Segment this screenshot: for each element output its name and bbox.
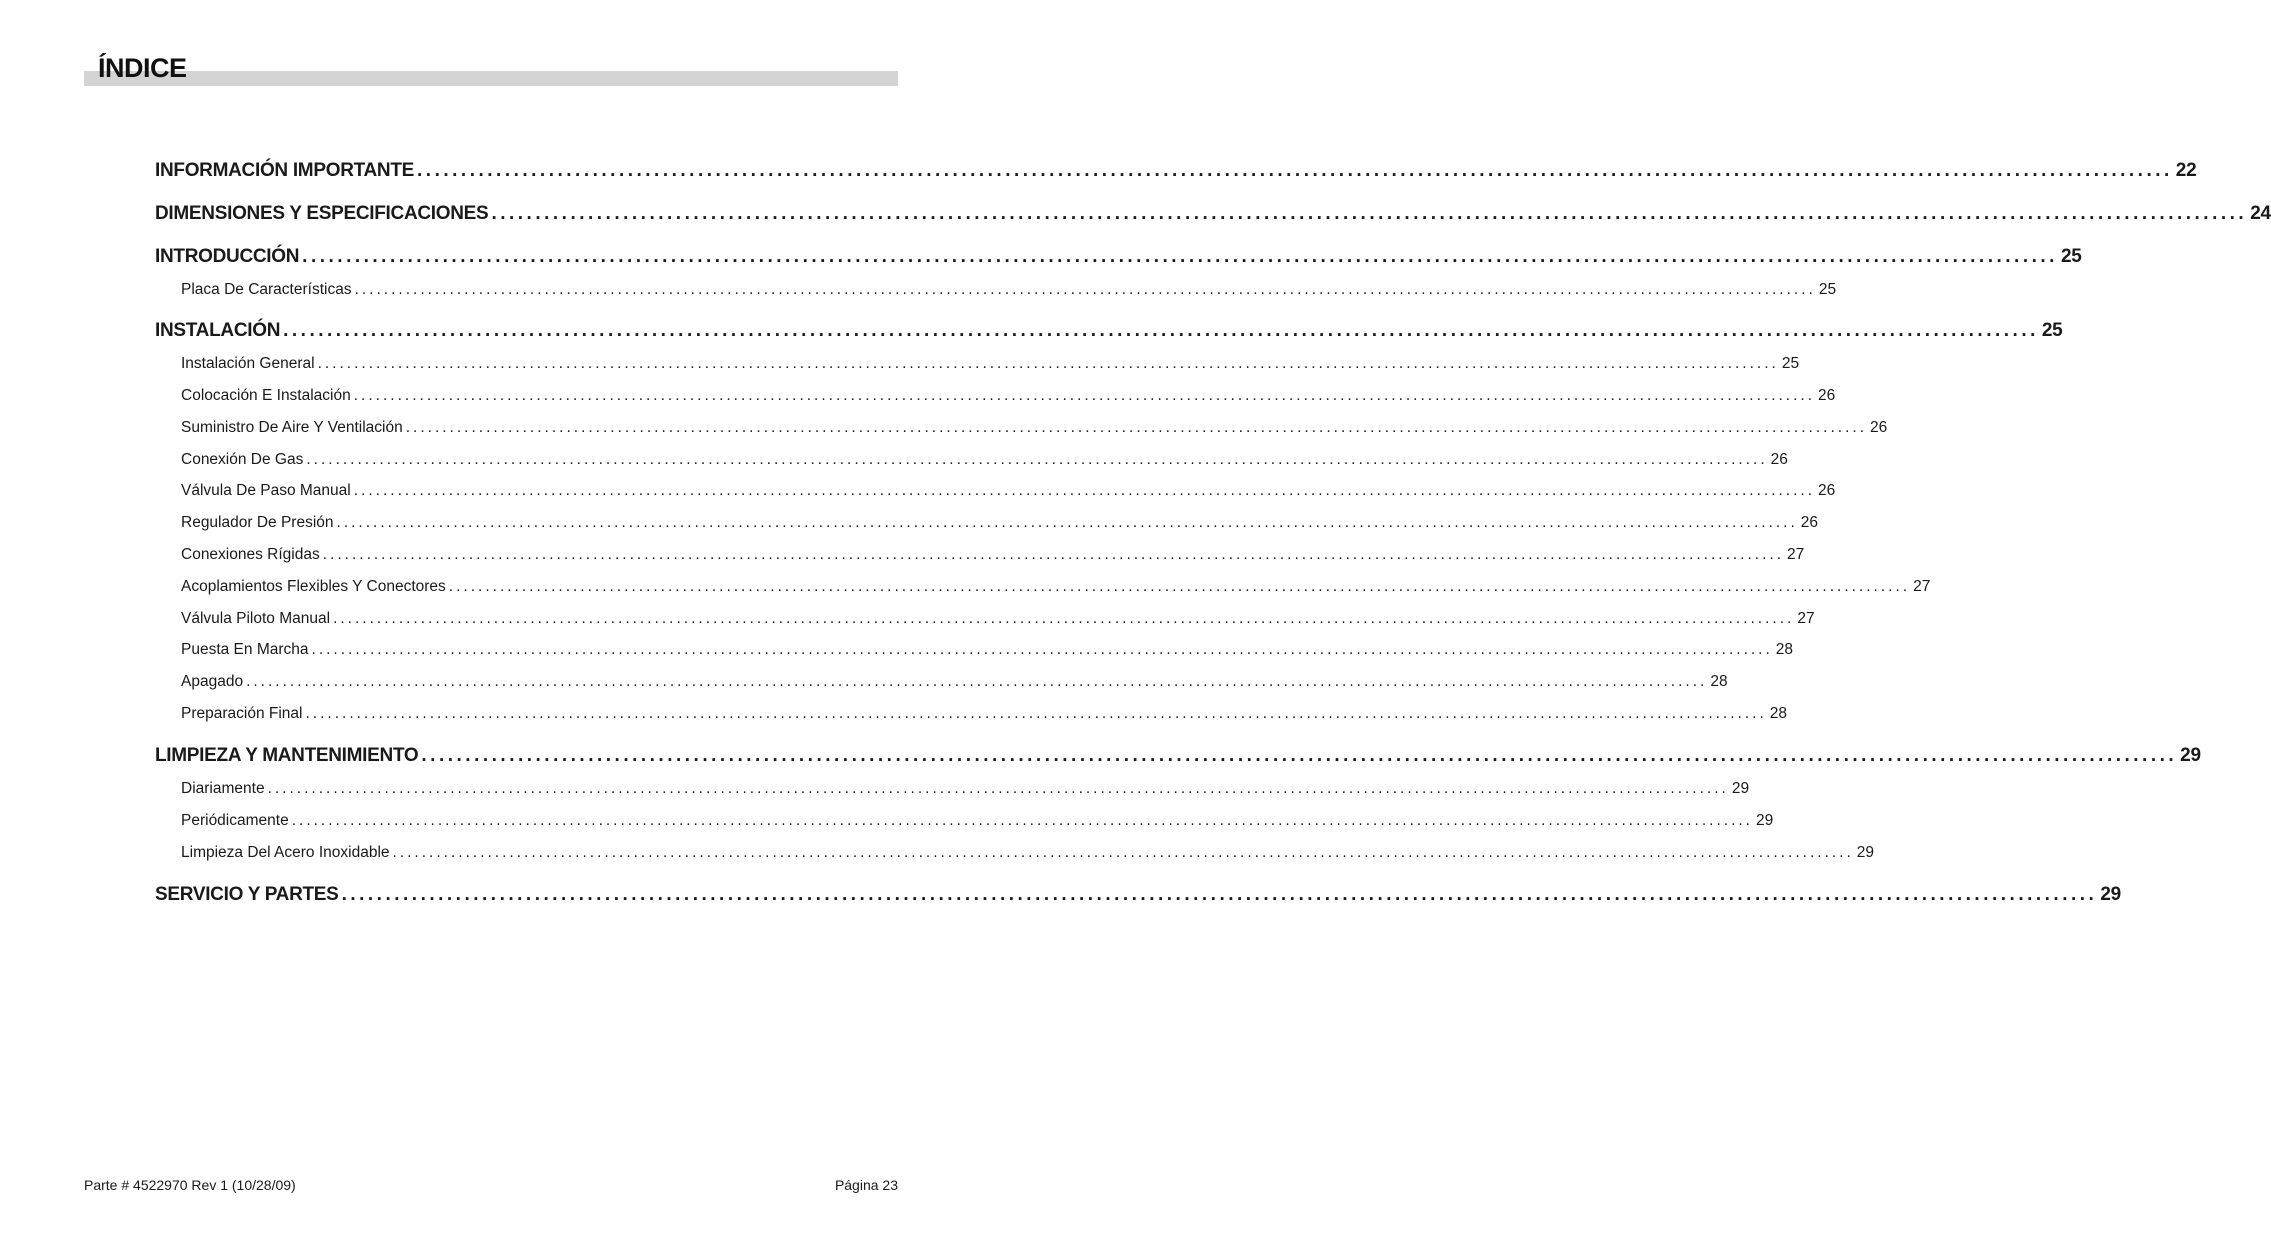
toc-entry[interactable]	[181, 673, 1728, 691]
toc-entry-label: Colocación E Instalación	[181, 387, 351, 404]
toc-entry-label: INTRODUCCIÓN	[155, 246, 300, 267]
toc-entry[interactable]	[181, 641, 1794, 659]
toc-entry-page: 28	[1710, 673, 1728, 690]
toc-entry-page: 27	[1797, 610, 1815, 627]
toc-entry-label: Diariamente	[181, 780, 265, 797]
toc-dot-leader: ........................................................................................................................................................................................................	[322, 546, 1785, 563]
toc-entry[interactable]	[181, 355, 1800, 373]
toc-entry-label: Placa De Características	[181, 281, 352, 298]
toc-entry[interactable]	[155, 160, 2197, 182]
toc-entry-label: Acoplamientos Flexibles Y Conectores	[181, 578, 446, 595]
toc-entry[interactable]	[181, 780, 1750, 798]
toc-dot-leader: ........................................................................................................................................................................................................	[392, 844, 1854, 861]
toc-entry-label: Limpieza Del Acero Inoxidable	[181, 844, 390, 861]
toc-entry[interactable]	[181, 844, 1875, 862]
toc-dot-leader: ........................................................................................................................................................................................................	[341, 884, 2098, 905]
toc-entry-label: Regulador De Presión	[181, 514, 334, 531]
toc-dot-leader: ........................................................................................................................................................................................................	[336, 514, 1798, 531]
toc-entry-label: INSTALACIÓN	[155, 320, 281, 341]
toc-entry-page: 26	[1770, 451, 1788, 468]
toc-entry-page: 27	[1913, 578, 1931, 595]
toc-entry-label: Preparación Final	[181, 705, 303, 722]
toc-entry[interactable]	[181, 451, 1788, 469]
toc-entry[interactable]	[181, 281, 1837, 299]
toc-dot-leader: ........................................................................................................................................................................................................	[317, 355, 1779, 372]
toc-entry[interactable]	[181, 812, 1774, 830]
toc-entry[interactable]	[181, 514, 1819, 532]
toc-entry-page: 29	[1856, 844, 1875, 861]
toc-entry[interactable]	[155, 246, 2082, 268]
toc-entry[interactable]	[181, 546, 1805, 564]
toc-entry-page: 25	[2060, 246, 2082, 267]
toc-dot-leader: ........................................................................................................................................................................................................	[246, 673, 1708, 690]
toc-entry[interactable]	[181, 705, 1788, 723]
toc-dot-leader: ........................................................................................................................................................................................................	[353, 482, 1816, 499]
toc-entry-label: Conexiones Rígidas	[181, 546, 320, 563]
toc-entry-page: 25	[1781, 355, 1800, 372]
toc-dot-leader: ........................................................................................................................................................................................................	[283, 320, 2039, 341]
toc-dot-leader: ........................................................................................................................................................................................................	[417, 160, 2173, 181]
toc-entry-page: 25	[2041, 320, 2063, 341]
toc-dot-leader: ........................................................................................................................................................................................................	[267, 780, 1729, 797]
toc-entry-label: SERVICIO Y PARTES	[155, 884, 339, 905]
toc-entry[interactable]	[181, 482, 1836, 500]
toc-dot-leader: ........................................................................................................................................................................................................	[405, 419, 1867, 436]
toc-entry[interactable]	[181, 578, 1931, 596]
toc-entry-page: 29	[1731, 780, 1750, 797]
page-title: ÍNDICE	[98, 53, 187, 83]
toc-dot-leader: ........................................................................................................................................................................................................	[302, 246, 2058, 267]
toc-entry-page: 24	[2250, 203, 2271, 224]
toc-entry[interactable]	[155, 203, 2271, 225]
toc-entry-page: 25	[1818, 281, 1837, 298]
toc-entry-label: LIMPIEZA Y MANTENIMIENTO	[155, 745, 419, 766]
toc-entry-page: 28	[1775, 641, 1794, 658]
toc-entry-label: Puesta En Marcha	[181, 641, 309, 658]
toc-entry-page: 27	[1787, 546, 1805, 563]
footer-part-number: Parte # 4522970 Rev 1 (10/28/09)	[84, 1177, 296, 1193]
toc-entry[interactable]	[155, 745, 2201, 767]
toc-entry-label: Válvula De Paso Manual	[181, 482, 351, 499]
toc-dot-leader: ........................................................................................................................................................................................................	[333, 610, 1795, 627]
toc-entry-label: INFORMACIÓN IMPORTANTE	[155, 160, 415, 181]
toc-entry[interactable]	[181, 610, 1815, 628]
toc-entry-label: Apagado	[181, 673, 244, 690]
toc-entry-label: Válvula Piloto Manual	[181, 610, 331, 627]
toc-dot-leader: ........................................................................................................................................................................................................	[291, 812, 1753, 829]
title-bar	[84, 71, 898, 86]
toc-entry-page: 22	[2175, 160, 2197, 181]
toc-entry[interactable]	[155, 320, 2063, 342]
toc-dot-leader: ........................................................................................................................................................................................................	[421, 745, 2178, 766]
toc-entry-page: 29	[2180, 745, 2201, 766]
toc-entry[interactable]	[181, 387, 1836, 405]
toc-entry[interactable]	[181, 419, 1888, 437]
toc-dot-leader: ........................................................................................................................................................................................................	[311, 641, 1773, 658]
toc-entry-page: 29	[2100, 884, 2121, 905]
toc-dot-leader: ........................................................................................................................................................................................................	[353, 387, 1816, 404]
toc-entry-page: 29	[1755, 812, 1774, 829]
toc-entry-label: Suministro De Aire Y Ventilación	[181, 419, 403, 436]
toc-dot-leader: ........................................................................................................................................................................................................	[448, 578, 1911, 595]
toc-entry-label: Periódicamente	[181, 812, 289, 829]
footer-page-number: Página 23	[834, 1177, 898, 1193]
toc-entry[interactable]	[155, 884, 2121, 906]
toc-entry-page: 28	[1769, 705, 1788, 722]
toc-entry-label: DIMENSIONES Y ESPECIFICACIONES	[155, 203, 489, 224]
toc-entry-page: 26	[1818, 387, 1836, 404]
toc-entry-page: 26	[1800, 514, 1819, 531]
toc-entry-page: 26	[1818, 482, 1836, 499]
toc-entry-label: Instalación General	[181, 355, 315, 372]
toc-dot-leader: ........................................................................................................................................................................................................	[305, 705, 1767, 722]
toc-dot-leader: ........................................................................................................................................................................................................	[491, 203, 2248, 224]
toc-entry-label: Conexión De Gas	[181, 451, 304, 468]
toc-dot-leader: ........................................................................................................................................................................................................	[306, 451, 1768, 468]
toc-entry-page: 26	[1870, 419, 1888, 436]
toc-dot-leader: ........................................................................................................................................................................................................	[354, 281, 1816, 298]
